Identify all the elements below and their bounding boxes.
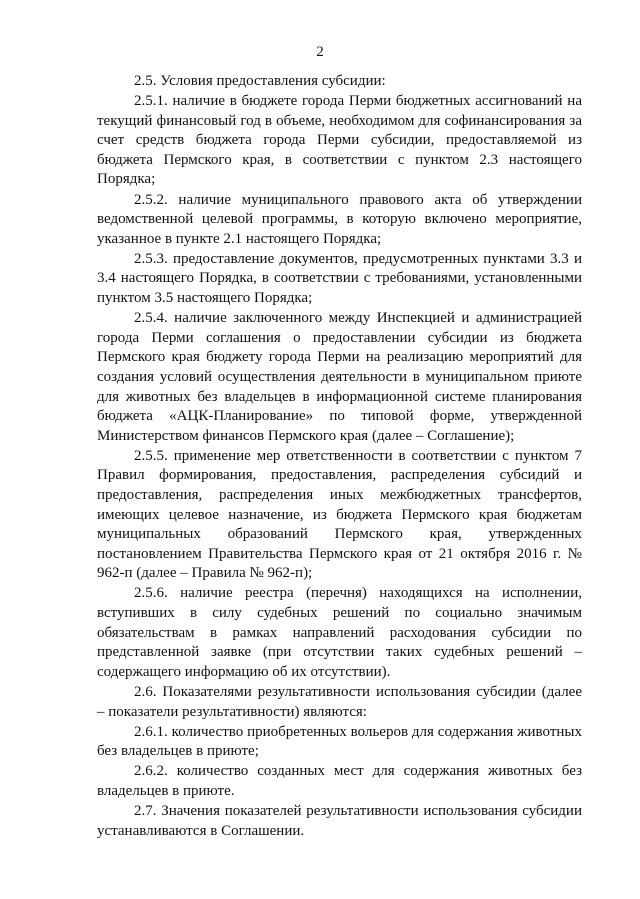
paragraph-2-5-5: 2.5.5. применение мер ответственности в соответствии с пунктом 7 Правил формирования, предоставления, распределения субсидий и предоставления, распределения иных межбюджетных трансфертов, имеющих целевое назначение, из бюджета Пермского края бюджетам муниципальных образований Пермского края, утвержденных постановлением Правительства Пермского края от 21 октября 2016 г. № 962-п (далее – Правила № 962-п);: [97, 447, 582, 582]
paragraph-2-5: 2.5. Условия предоставления субсидии:: [134, 73, 386, 89]
paragraph-2-6-1: 2.6.1. количество приобретенных вольеров для содержания животных без владельцев в приюте;: [97, 723, 582, 760]
document-body: [97, 72, 582, 842]
page-number: 2: [316, 44, 324, 60]
paragraph-2-6-2: 2.6.2. количество созданных мест для содержания животных без владельцев в приюте.: [97, 763, 582, 799]
paragraph-2-5-1: 2.5.1. наличие в бюджете города Перми бюджетных ассигнований на текущий финансовый год в объеме, необходимом для софинансирования за счет средств бюджета города Перми субсидии, предоставляемой из бюджета Пермского края, в соответствии с пунктом 2.3 настоящего Порядка;: [97, 93, 582, 188]
paragraph-2-7: 2.7. Значения показателей результативности использования субсидии устанавливаются в Соглашении.: [97, 802, 582, 839]
paragraph-2-6: 2.6. Показателями результативности использования субсидии (далее – показатели результативности) являются:: [97, 683, 582, 720]
paragraph-2-5-6: 2.5.6. наличие реестра (перечня) находящихся на исполнении, вступивших в силу судебных решений по социально значимым обязательствам в рамках направлений расходования субсидии по представленной заявке (при отсутствии таких судебных решений – содержащего информацию об их отсутствии).: [97, 585, 582, 680]
paragraph-2-5-3: 2.5.3. предоставление документов, предусмотренных пунктами 3.3 и 3.4 настоящего Порядка, в соответствии с требованиями, установленными пунктом 3.5 настоящего Порядка;: [97, 250, 582, 307]
paragraph-2-5-4: 2.5.4. наличие заключенного между Инспекцией и администрацией города Перми соглашения о предоставлении субсидии из бюджета Пермского края бюджету города Перми на реализацию мероприятий для создания условий осуществления деятельности в муниципальном приюте для животных без владельцев в информационной системе планирования бюджета «АЦК-Планирование» по типовой форме, утвержденной Министерством финансов Пермского края (далее – Соглашение);: [97, 310, 582, 444]
paragraph-2-5-2: 2.5.2. наличие муниципального правового акта об утверждении ведомственной целевой программы, в которую включено мероприятие, указанное в пункте 2.1 настоящего Порядка;: [97, 191, 582, 247]
